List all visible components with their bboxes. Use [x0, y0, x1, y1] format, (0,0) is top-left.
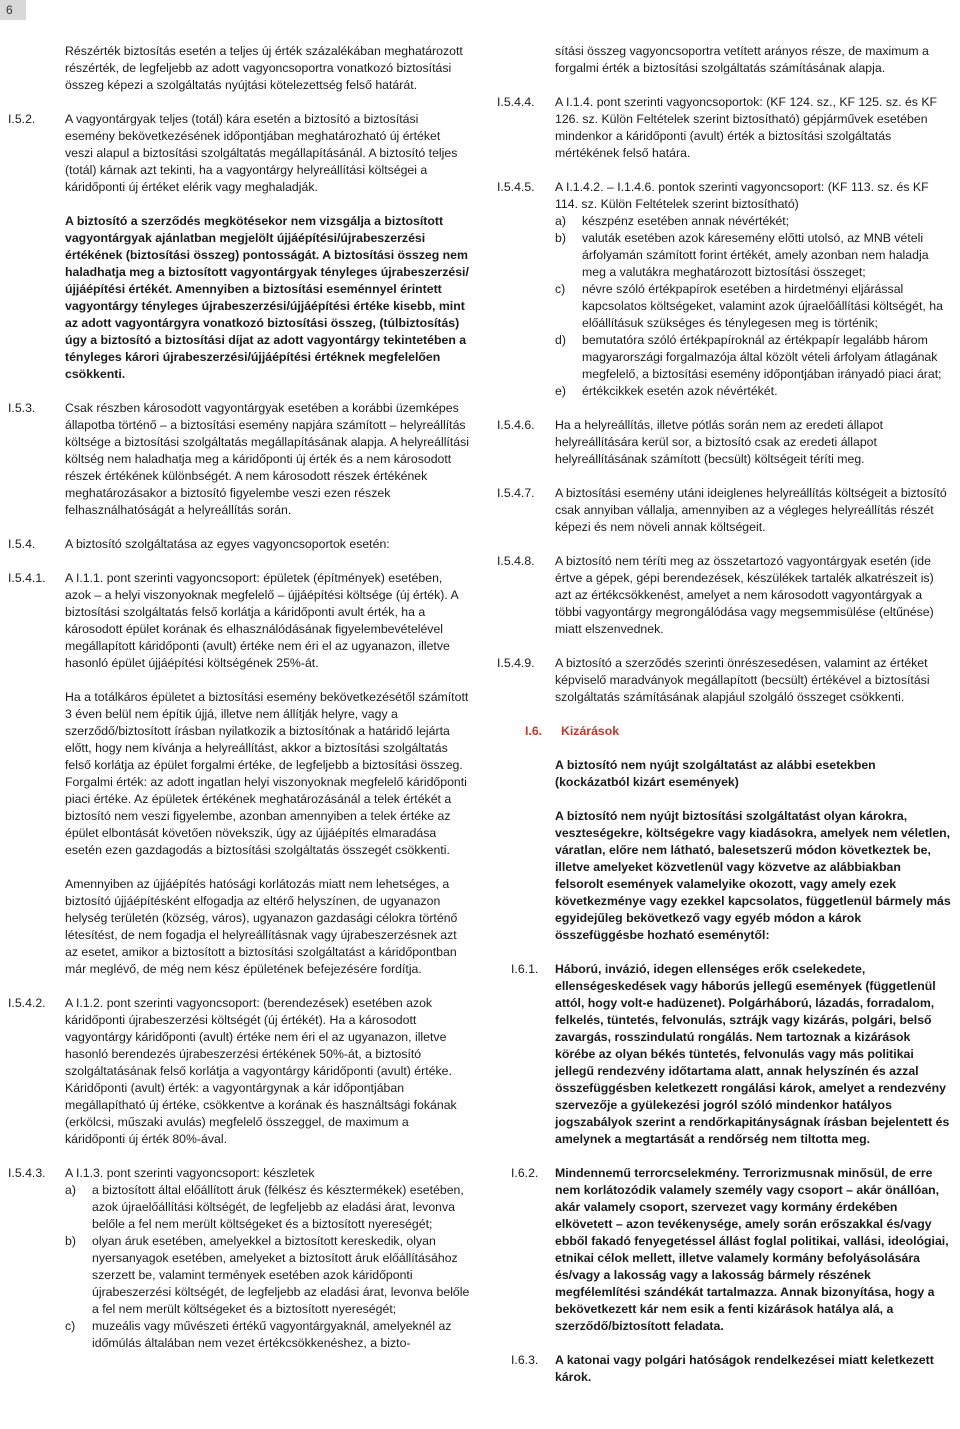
- section-title: Kizárások: [561, 724, 620, 738]
- section-number: I.6.1.: [511, 962, 539, 976]
- list-letter: a): [65, 1183, 76, 1197]
- section-1-5-4-7: [497, 485, 951, 553]
- section-number: I.5.4.8.: [497, 554, 535, 568]
- section-1-5-3: [8, 400, 470, 536]
- left-column: [8, 43, 470, 1352]
- list-text: muzeális vagy művészeti értékű vagyontárgyaknál, amelyeknél az időmúlás általában nem vezet értékcsökkenéshez, a bizto-: [92, 1319, 452, 1350]
- section-number: I.5.4.2.: [8, 996, 46, 1010]
- section-text: Ha a helyreállítás, illetve pótlás során nem az eredeti állapot helyreállítására kerül sor, a biztosító csak az eredeti állapot helyreállításának számított (becsült) költségeit téríti meg.: [555, 418, 884, 466]
- list-letter: d): [555, 333, 566, 347]
- continued-paragraph: sítási összeg vagyoncsoportra vetített arányos része, de maximum a forgalmi érték a biztosítási szolgáltatás számításának alapja.: [555, 44, 929, 75]
- page-number: 6: [0, 0, 26, 20]
- section-1-6-2: [497, 1165, 951, 1352]
- section-number: I.5.4.6.: [497, 418, 535, 432]
- section-text: Amennyiben az újjáépítés hatósági korlátozás miatt nem lehetséges, a biztosító újjáépítésként elfogadja az eltérő helyszínen, de ugyanazon helység területén (község, város), ugyanazon gazdasági célokra történő létesítést, de nem fogadja el helyreállításnak vagy újrabeszerzésnek azt az esetet, amikor a biztosított a biztosítási szolgáltatást a káridőpontban már meglévő, de még nem kész épületének befejezésére fordítja.: [65, 877, 458, 976]
- section-1-5-4-5: [497, 179, 951, 417]
- section-text: Háború, invázió, idegen ellenséges erők cselekedete, ellenségeskedések vagy háborús jellegű események (függetlenül attól, hogy volt-e hadüzenet). Polgárháború, lázadás, forradalom, felkelés, tüntetés, felvonulás, sztrájk vagy kizárás, polgári, belső zavargás, rosszindulatú rongálás. Nem tartoznak a kizárások körébe az olyan békés tüntetés, felvonulás vagy más politikai jellegű rendezvény időtartama alatt, annak helyszínén és azzal összefüggésben keletkezett rongálási károk, amelyet a rendezvény szervezője a gyülekezési jogról szóló mindenkor hatályos jogszabályok szerint a rendőrkapitányságnak írásban bejelentett és amelynek a megtartását a rendőrség nem tiltotta meg.: [555, 962, 950, 1146]
- list-letter: a): [555, 214, 566, 228]
- section-number: I.5.2.: [8, 112, 36, 126]
- section-text: Ha a totálkáros épületet a biztosítási esemény bekövetkezésétől számított 3 éven belül nem építik újjá, illetve nem állítják helyre, vagy a szerződő/biztosított írásban nyilatkozik a biztosítónak a határidő lejárta előtt, hogy nem kívánja a helyreállítást, akkor a biztosítási szolgáltatás felső korlátja az épület forgalmi értéke, de legfeljebb a biztosítási összeg. Forgalmi érték: az adott ingatlan helyi viszonyoknak megfelelő káridőponti piaci értéke. Az épületek értékének meghatározásánál a telek értékét a biztosító nem veszi figyelembe, azonban amennyiben a telek értéke az épület elbontását követően növekszik, úgy az újjáépítés elmaradása esetén ezen gazdagodás a biztosítási szolgáltatás összegét csökkenti.: [65, 690, 469, 857]
- list-text: olyan áruk esetében, amelyekkel a biztosított kereskedik, olyan nyersanyagok esetében, amelyeket a biztosított áruk előállításához szerzett be, valamint termények esetében azok káridőponti újrabeszerzési költségét, de legfeljebb az eladási árat, levonva belőle a fel nem merült költségeket és a biztosított nyereségét;: [92, 1234, 470, 1316]
- section-number: I.6.: [525, 724, 543, 738]
- section-1-5-4: [8, 536, 470, 570]
- section-text: A biztosítási esemény utáni ideiglenes helyreállítás költségeit a biztosító csak annyiban vállalja, amennyiben az a végleges helyreállítás részét képezi és nem növeli annak költségeit.: [555, 486, 947, 534]
- section-1-6-heading: [497, 723, 951, 740]
- section-1-5-4-9: [497, 655, 951, 723]
- section-text: A vagyontárgyak teljes (totál) kára esetén a biztosító a biztosítási esemény bekövetkezésének időpontjában meghatározható új értéket veszi alapul a biztosítási szolgáltatás megállapításánál. A biztosító teljes (totál) kárnak azt tekinti, ha a vagyontárgy helyreállítási költségei a káridőponti új értéket elérik vagy meghaladják.: [65, 112, 458, 194]
- list-item: [555, 213, 951, 230]
- list-text: bemutatóra szóló értékpapíroknál az értékpapír legalább három magyarországi forgalmazója által közölt vételi árfolyam átlagának megfelelő, a biztosítási esemény időpontjában irányadó piaci árat;: [582, 333, 942, 381]
- list-text: készpénz esetében annak névértékét;: [582, 214, 790, 228]
- section-number: I.5.4.5.: [497, 180, 535, 194]
- list-item: [555, 281, 951, 332]
- list-text: valuták esetében azok káresemény előtti utolsó, az MNB vételi árfolyamán számított forint értékét, amely azonban nem haladja meg a valutákra meghatározott biztosítási összeget;: [582, 231, 929, 279]
- section-number: I.5.4.4.: [497, 95, 535, 109]
- exclusion-intro-text: A biztosító nem nyújt biztosítási szolgáltatást olyan károkra, veszteségekre, költségekre vagy kiadásokra, amelyek nem véletlen, váratlan, előre nem látható, balesetszerű módon következtek be, illetve amelyeket közvetlenül vagy közvetve az alábbiakban felsorolt események valamelyike okozott, vagy amely ezek következménye vagy ezekkel kapcsolatos, függetlenül bármely más egyidejűleg bekövetkező vagy egyéb módon a károk összefüggésbe hozható eseménytől:: [555, 809, 951, 942]
- list-text: névre szóló értékpapírok esetében a hirdetményi eljárással kapcsolatos költségeket, valamint azok újraelőállítási költségét, ha előállításuk szükséges és ténylegesen meg is történik;: [582, 282, 943, 330]
- list-item: [555, 332, 951, 383]
- section-text: A biztosító szolgáltatása az egyes vagyoncsoportok esetén:: [65, 537, 390, 551]
- section-1-6-3: [497, 1352, 951, 1403]
- list-letter: c): [555, 282, 566, 296]
- section-text: A biztosító a szerződés szerinti önrészesedésen, valamint az értéket képviselő maradványok megállapított (becsült) értékével a biztosítási szolgáltatás számításának alapjául szolgáló összeget csökkenti.: [555, 656, 930, 704]
- section-1-5-4-8: [497, 553, 951, 655]
- section-text: A biztosító nem téríti meg az összetartozó vagyontárgyak esetén (ide értve a gépek, gépi berendezések, készülékek tartalék alkatrészeit is) azt az értékcsökkenést, amelyet a nem károsodott vagyontárgyak a többi vagyontárgy megrongálódása vagy megsemmisülése (eltűnése) miatt elszenvednek.: [555, 554, 934, 636]
- list-item: [65, 1233, 470, 1318]
- list-item: [65, 1182, 470, 1233]
- section-1-6-1: [497, 961, 951, 1165]
- section-1-5-4-4: [497, 94, 951, 179]
- list-text: a biztosított által előállított áruk (félkész és késztermékek) esetében, azok újraelőállítási költségét, de legfeljebb az eladási árat, levonva belőle a fel nem merült költségeket és a biztosított nyereségét;: [92, 1183, 464, 1231]
- list-letter: e): [555, 384, 566, 398]
- section-text: A I.1.4. pont szerinti vagyoncsoportok: (KF 124. sz., KF 125. sz. és KF 126. sz. Külön Feltételek szerint biztosítható) gépjárművek esetében mindenkor a káridőponti (avult) érték a biztosítási szolgáltatás mértékének felső határa.: [555, 95, 938, 160]
- section-text: A I.1.2. pont szerinti vagyoncsoport: (berendezések) esetében azok káridőponti újrabeszerzési költségét (új értékét). Ha a károsodott vagyontárgy káridőponti (avult) értéke nem éri el az ugyanazon, illetve hasonló berendezés újrabeszerzési értékének 50%-át, a biztosító szolgáltatásának felső korlátja a vagyontárgy káridőponti (avult) értéke. Káridőponti (avult) érték: a vagyontárgynak a kár időpontjában megállapítható új értéke, csökkentve a korának és használtsági fokának (erkölcsi, műszaki avulás) megfelelő összeggel, de maximum a káridőponti új érték 80%-ával.: [65, 996, 457, 1146]
- section-number: I.5.3.: [8, 401, 36, 415]
- list-item: [65, 1318, 470, 1352]
- section-1-5-2: [8, 111, 470, 400]
- list-letter: c): [65, 1319, 76, 1333]
- section-1-5-4-3: [8, 1165, 470, 1352]
- section-bold-text: A biztosító a szerződés megkötésekor nem vizsgálja a biztosított vagyontárgyak ajánlatban megjelölt újjáépítési/újrabeszerzési értékének (biztosítási összeg) pontosságát. A biztosítási összeg nem haladhatja meg a biztosított vagyontárgyak tényleges újrabeszerzési/újjáépítési értékét. Amennyiben a biztosítási eseménnyel érintett vagyontárgy tényleges újrabeszerzési/újjáépítési értéke kisebb, mint az adott vagyontárgyra vonatkozó biztosítási összeg, (túlbiztosítás) úgy a biztosító a biztosítási díjat az adott vagyontárgy tekintetében a tényleges károri újrabeszerzési/újjáépítési értéknek megfelelően csökkenti.: [65, 214, 469, 381]
- intro-paragraph: Részérték biztosítás esetén a teljes új érték százalékában meghatározott részérték, de legfeljebb az adott vagyoncsoportra vonatkozó biztosítási összeg képezi a szolgáltatás nyújtási kötelezettség felső határát.: [65, 44, 463, 92]
- right-column: [497, 43, 951, 1403]
- section-number: I.5.4.9.: [497, 656, 535, 670]
- section-1-5-4-2: [8, 995, 470, 1165]
- section-number: I.6.2.: [511, 1166, 539, 1180]
- list-item: [555, 230, 951, 281]
- section-1-5-4-6: [497, 417, 951, 485]
- exclusion-intro-heading: A biztosító nem nyújt szolgáltatást az alábbi esetekben (kockázatból kizárt események): [555, 758, 876, 789]
- list-item: [555, 383, 951, 400]
- section-1-5-4-1: [8, 570, 470, 995]
- section-number: I.5.4.: [8, 537, 36, 551]
- list-letter: b): [65, 1234, 76, 1248]
- section-text: Mindennemű terrorcselekmény. Terrorizmusnak minősül, de erre nem korlátozódik valamely személy vagy csoport – akár önállóan, akár valamely csoport, szervezet vagy kormány érdekében elkövetett – azon tevékenysége, amely során erőszakkal és/vagy ebből fakadó fenyegetéssel állást foglal politikai, vallási, ideológiai, etnikai célok mellett, illetve valamely kormány befolyásolására és/vagy a lakosság vagy a lakosság bármely részének megfélemlítési szándékát tartalmazza. Annak bizonyítása, hogy a bekövetkezett kár nem esik a fenti kizárások hatálya alá, a szerződő/biztosított feladata.: [555, 1166, 949, 1333]
- section-text: A katonai vagy polgári hatóságok rendelkezései miatt keletkezett károk.: [555, 1353, 934, 1384]
- list-text: értékcikkek esetén azok névértékét.: [582, 384, 778, 398]
- section-text: A I.1.1. pont szerinti vagyoncsoport: épületek (építmények) esetében, azok – a helyi viszonyoknak megfelelő – újjáépítési költsége (új érték). A biztosítási szolgáltatás felső korlátja a káridőponti avult érték, ha a károsodott épület korának és elhasználódásának figyelembevételével megállapított káridőponti (avult) értéke nem éri el az ugyanazon, illetve hasonló épület újjáépítési költségének 25%-át.: [65, 571, 459, 670]
- section-number: I.5.4.7.: [497, 486, 535, 500]
- section-number: I.5.4.1.: [8, 571, 46, 585]
- section-text: A I.1.3. pont szerinti vagyoncsoport: készletek: [65, 1166, 315, 1180]
- section-number: I.5.4.3.: [8, 1166, 46, 1180]
- section-text: A I.1.4.2. – I.1.4.6. pontok szerinti vagyoncsoport: (KF 113. sz. és KF 114. sz. Külön Feltételek szerint biztosítható): [555, 180, 929, 211]
- section-text: Csak részben károsodott vagyontárgyak esetében a korábbi üzemképes állapotba történő – a biztosítási esemény napjára számított – helyreállítás költsége a biztosítási szolgáltatás megállapításának alapja. A helyreállítási költség nem haladhatja meg a káridőponti új érték és a nem károsodott részek értékének különbségét. A nem károsodott részek értékének meghatározásakor a biztosító figyelembe veszi ezen részek felhasználhatóságát a helyreállítás során.: [65, 401, 469, 517]
- list-letter: b): [555, 231, 566, 245]
- section-number: I.6.3.: [511, 1353, 539, 1367]
